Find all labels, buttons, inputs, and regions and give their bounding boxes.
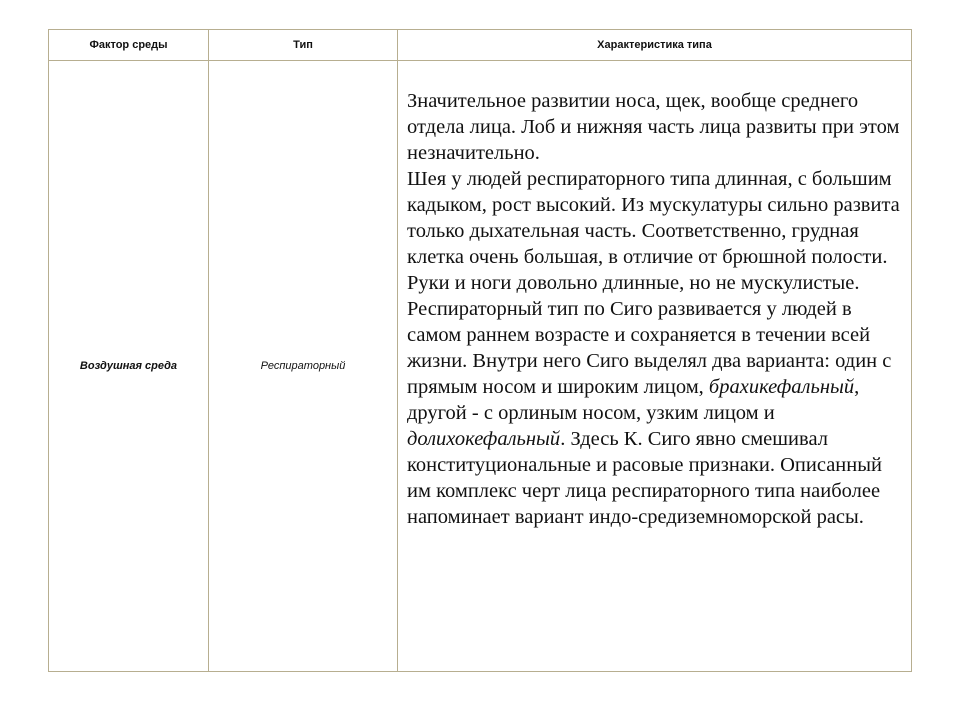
italic-term: долихокефальный [407, 428, 561, 450]
header-factor: Фактор среды [89, 39, 168, 51]
cell-factor: Воздушная среда [79, 360, 178, 372]
cell-description [407, 88, 907, 530]
description-paragraph: Значительное развитии носа, щек, вообще среднего отдела лица. Лоб и нижняя часть лица развиты при этом незначительно. [407, 90, 900, 164]
column-divider [397, 30, 398, 671]
description-paragraph: Шея у людей респираторного типа длинная, с большим кадыком, рост высокий. Из мускулатуры сильно развита только дыхательная часть. Соответственно, грудная клетка очень большая, в отличие от брюшной полости. Руки и ноги довольно длинные, но не мускулистые. [407, 168, 900, 294]
italic-term: брахикефальный [708, 376, 855, 398]
header-type: Тип [293, 39, 313, 51]
description-text: Респираторный тип по Сиго развивается у людей в самом раннем возрасте и сохраняется в течении всей жизни. Внутри него Сиго выделял два варианта: один с прямым носом и широким лицом, [407, 298, 892, 398]
constitution-table [48, 29, 912, 672]
description-text: . Здесь К. Сиго явно смешивал конституциональные и расовые признаки. Описанный им комплекс черт лица респираторного типа наиболее напоминает вариант индо-средиземноморской расы. [407, 428, 882, 528]
description-text: , другой - с орлиным носом, узким лицом и [407, 376, 860, 424]
header-description: Характеристика типа [597, 39, 712, 51]
description-paragraph [407, 296, 907, 530]
cell-type: Респираторный [260, 360, 346, 372]
